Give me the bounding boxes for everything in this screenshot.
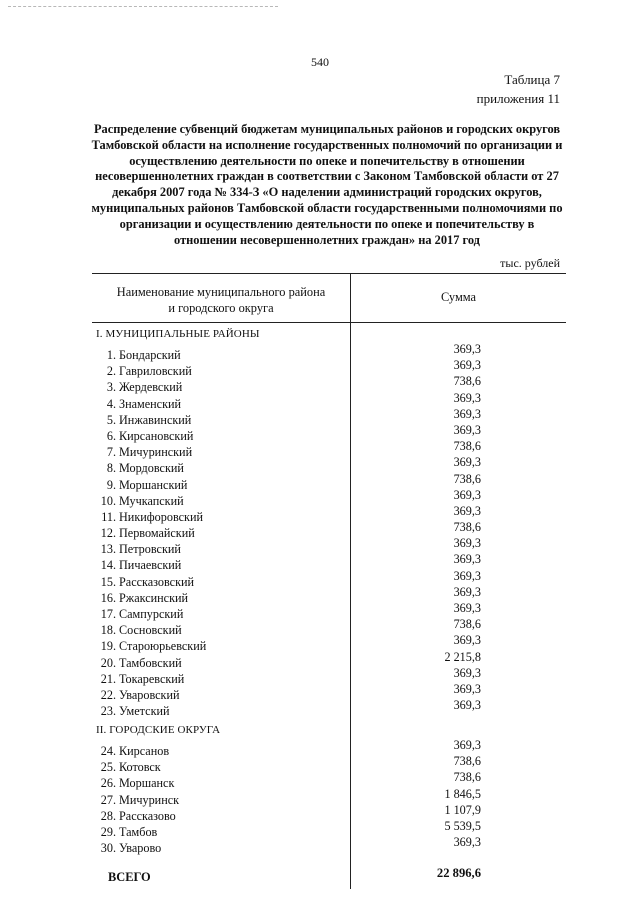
row-sum: 738,6 bbox=[453, 754, 481, 769]
row-sum: 369,3 bbox=[453, 503, 481, 518]
row-name: Рассказовский bbox=[119, 574, 195, 589]
document-title: Распределение субвенций бюджетам муниципальных районов и городских округов Тамбовской области на исполнение государственных полномочий по организации и осуществлению деятельности по опеке и попечительству в отношении несовершеннолетних граждан в соответствии с Законом Тамбовской области от 27 декабря 2007 года № 334-З «О наделении администраций городских округов, муниципальных районов Тамбовской области государственными полномочиями по организации и осуществлению деятельности по опеке и попечительству в отношении несовершеннолетних граждан» на 2017 год bbox=[91, 122, 563, 247]
row-name: Никифоровский bbox=[119, 509, 204, 524]
row-name: Бондарский bbox=[119, 348, 181, 362]
row-number: 11. bbox=[101, 509, 116, 524]
row-name: Гавриловский bbox=[119, 364, 192, 379]
row-number: 20. bbox=[100, 655, 116, 670]
row-sum: 738,6 bbox=[453, 770, 481, 785]
row-name: Мучкапский bbox=[119, 493, 184, 508]
row-sum: 369,3 bbox=[453, 698, 481, 713]
row-name: Сампурский bbox=[119, 607, 184, 621]
row-number: 22. bbox=[100, 687, 116, 702]
table-row bbox=[92, 681, 566, 703]
table-row bbox=[92, 770, 566, 791]
appendix-label: приложения 11 bbox=[476, 91, 560, 106]
table-row bbox=[92, 835, 566, 856]
table-row bbox=[92, 520, 566, 541]
row-number: 2. bbox=[106, 364, 116, 379]
row-number: 17. bbox=[100, 607, 116, 621]
table-row bbox=[92, 552, 566, 573]
row-name: Моршанск bbox=[119, 776, 175, 791]
row-name: Пичаевский bbox=[119, 558, 182, 573]
table-row bbox=[92, 342, 566, 363]
row-sum: 369,3 bbox=[453, 681, 481, 696]
total-value: 22 896,6 bbox=[436, 866, 481, 880]
header-sum: Сумма bbox=[440, 290, 477, 304]
row-sum: 369,3 bbox=[453, 584, 481, 599]
units-label: тыс. рублей bbox=[500, 256, 560, 270]
row-name: Знаменский bbox=[119, 396, 182, 411]
table-row bbox=[92, 698, 566, 719]
row-sum: 369,3 bbox=[453, 568, 481, 583]
row-number: 29. bbox=[100, 824, 116, 839]
row-sum: 369,3 bbox=[453, 422, 481, 437]
row-name: Котовск bbox=[119, 760, 161, 775]
table-row bbox=[92, 818, 566, 840]
row-number: 27. bbox=[100, 792, 116, 807]
row-sum: 5 539,5 bbox=[444, 818, 481, 833]
district-rows bbox=[92, 342, 566, 719]
row-number: 28. bbox=[100, 808, 116, 823]
table-row bbox=[92, 786, 566, 808]
row-number: 12. bbox=[100, 526, 116, 541]
table-row bbox=[92, 503, 566, 525]
table-row bbox=[92, 738, 566, 759]
row-sum: 369,3 bbox=[453, 536, 481, 551]
row-sum: 369,3 bbox=[453, 358, 481, 373]
row-sum: 369,3 bbox=[453, 406, 481, 421]
row-sum: 369,3 bbox=[453, 835, 481, 850]
table-row bbox=[92, 633, 566, 654]
row-name: Мордовский bbox=[119, 461, 184, 476]
table-row bbox=[92, 422, 566, 444]
row-sum: 738,6 bbox=[453, 617, 481, 632]
header-separator bbox=[92, 322, 566, 323]
section-city-districts: II. ГОРОДСКИЕ ОКРУГА bbox=[96, 724, 221, 736]
row-sum: 1 107,9 bbox=[444, 802, 481, 817]
section-municipal-districts: I. МУНИЦИПАЛЬНЫЕ РАЙОНЫ bbox=[96, 328, 260, 340]
header-name bbox=[92, 284, 350, 316]
row-sum: 369,3 bbox=[453, 601, 481, 615]
table-row bbox=[92, 568, 566, 590]
header-name-line2: и городского округа bbox=[168, 301, 274, 315]
total-label: ВСЕГО bbox=[108, 870, 151, 884]
row-number: 19. bbox=[100, 639, 116, 654]
row-number: 4. bbox=[106, 396, 116, 411]
table-row bbox=[92, 802, 566, 824]
row-number: 24. bbox=[100, 744, 116, 758]
row-sum: 738,6 bbox=[453, 471, 481, 486]
city-rows bbox=[92, 738, 566, 856]
row-sum: 369,3 bbox=[453, 342, 481, 356]
row-name: Староюрьевский bbox=[119, 639, 207, 654]
row-sum: 369,3 bbox=[453, 390, 481, 405]
row-number: 26. bbox=[100, 776, 116, 791]
table-row bbox=[92, 374, 566, 395]
row-name: Рассказово bbox=[119, 808, 176, 823]
row-number: 16. bbox=[100, 590, 116, 605]
row-sum: 369,3 bbox=[453, 633, 481, 648]
row-number: 23. bbox=[100, 704, 116, 719]
distribution-table bbox=[92, 273, 566, 889]
table-row bbox=[92, 406, 566, 428]
row-name: Уметский bbox=[119, 704, 170, 719]
row-number: 21. bbox=[100, 671, 116, 686]
table-row bbox=[92, 390, 566, 412]
row-name: Токаревский bbox=[119, 671, 185, 686]
row-name: Первомайский bbox=[119, 526, 195, 541]
row-name: Жердевский bbox=[119, 380, 183, 395]
row-number: 1. bbox=[106, 348, 116, 362]
row-number: 25. bbox=[100, 760, 116, 775]
table-row bbox=[92, 358, 566, 379]
row-number: 14. bbox=[100, 558, 116, 573]
row-name: Кирсанов bbox=[119, 744, 170, 758]
row-name: Моршанский bbox=[119, 477, 188, 492]
row-sum: 2 215,8 bbox=[444, 649, 481, 664]
row-sum: 369,3 bbox=[453, 487, 481, 502]
row-number: 7. bbox=[106, 445, 116, 460]
row-sum: 738,6 bbox=[453, 374, 481, 389]
row-name: Мичуринский bbox=[119, 445, 193, 460]
row-number: 30. bbox=[100, 841, 116, 856]
row-sum: 369,3 bbox=[453, 738, 481, 752]
row-number: 9. bbox=[106, 477, 116, 492]
table-row bbox=[92, 487, 566, 509]
row-number: 8. bbox=[106, 461, 116, 476]
row-name: Сосновский bbox=[119, 623, 182, 638]
row-name: Уварово bbox=[119, 841, 162, 856]
table-row bbox=[92, 649, 566, 671]
page-number: 540 bbox=[311, 55, 329, 69]
table-label: Таблица 7 bbox=[504, 72, 560, 87]
row-name: Мичуринск bbox=[119, 792, 180, 807]
header-name-line1: Наименование муниципального района bbox=[116, 285, 326, 299]
table-row bbox=[92, 439, 566, 460]
row-number: 18. bbox=[100, 623, 116, 638]
table-row bbox=[92, 455, 566, 476]
row-name: Ржаксинский bbox=[119, 590, 189, 605]
row-number: 6. bbox=[106, 428, 116, 443]
row-name: Петровский bbox=[119, 542, 181, 557]
row-name: Инжавинский bbox=[119, 412, 192, 427]
table-row bbox=[92, 471, 566, 493]
row-number: 5. bbox=[106, 412, 116, 427]
row-name: Тамбовский bbox=[119, 655, 182, 670]
row-name: Тамбов bbox=[119, 824, 158, 839]
table-row bbox=[92, 665, 566, 687]
row-sum: 738,6 bbox=[453, 439, 481, 454]
row-name: Кирсановский bbox=[119, 428, 194, 443]
row-sum: 369,3 bbox=[453, 552, 481, 567]
row-sum: 1 846,5 bbox=[444, 786, 481, 801]
row-sum: 369,3 bbox=[453, 455, 481, 470]
row-number: 3. bbox=[106, 380, 116, 395]
table-row bbox=[92, 754, 566, 775]
table-row bbox=[92, 536, 566, 557]
table-row bbox=[92, 584, 566, 606]
row-sum: 369,3 bbox=[453, 665, 481, 680]
row-sum: 738,6 bbox=[453, 520, 481, 535]
table-row bbox=[92, 601, 566, 622]
row-name: Уваровский bbox=[119, 687, 180, 702]
table-row bbox=[92, 617, 566, 638]
annex-reference bbox=[477, 70, 560, 108]
scan-artifact bbox=[8, 6, 278, 11]
row-number: 15. bbox=[100, 574, 116, 589]
row-number: 13. bbox=[100, 542, 116, 557]
row-number: 10. bbox=[100, 493, 116, 508]
